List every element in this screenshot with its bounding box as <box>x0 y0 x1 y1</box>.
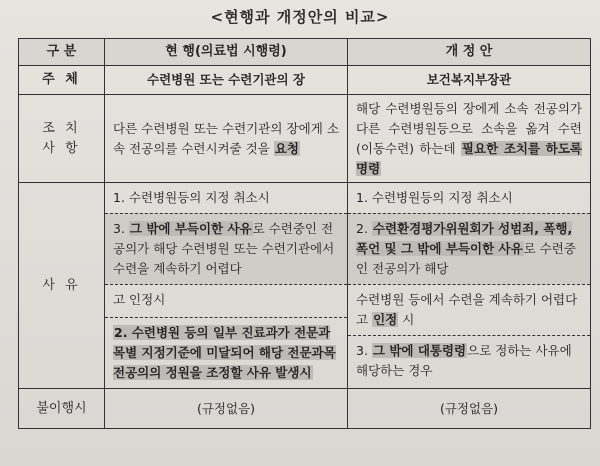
row-reason <box>19 183 591 389</box>
reason-proposed-item1: 1. 수련병원등의 지정 취소시 <box>356 190 513 205</box>
table-header-row <box>19 39 591 66</box>
measure-proposed-text: 해당 수련병원등의 장에게 소속 전공의가 다른 수련병원등으로 소속을 옮겨 수련(이동수련) 하는데 <box>356 100 582 156</box>
row-subject <box>19 66 591 95</box>
reason-current-item3-tail: 고 인정시 <box>105 284 347 317</box>
reason-current-item3-num: 3. <box>113 221 129 236</box>
reason-proposed-item2-tail-text: 수련병원 등에서 수련을 계속하기 어렵다고 <box>356 292 578 327</box>
reason-proposed-item2 <box>348 213 590 284</box>
page-title: <현행과 개정안의 비교> <box>210 8 390 26</box>
measure-current <box>105 95 348 183</box>
label-measure <box>19 95 105 183</box>
reason-current-item3-text: 로 수련중인 전공의가 해당 수련병원 또는 수련기관에서 수련을 계속하기 어렵다 <box>113 221 335 276</box>
penalty-current: (규정없음) <box>105 389 348 429</box>
reason-proposed-item3 <box>348 335 590 386</box>
label-measure-line2: 사 항 <box>42 140 81 156</box>
penalty-proposed: (규정없음) <box>348 389 591 429</box>
comparison-table <box>18 38 591 429</box>
reason-proposed-item3-text: 으로 정하는 사유에 해당하는 경우 <box>356 343 572 378</box>
header-current: 현 행(의료법 시행령) <box>105 39 348 66</box>
row-measure <box>19 95 591 183</box>
subject-current: 수련병원 또는 수련기관의 장 <box>105 66 348 95</box>
subject-proposed: 보건복지부장관 <box>348 66 591 95</box>
reason-proposed-item2-tail-end: 시 <box>398 312 415 327</box>
reason-proposed-item2-num: 2. <box>356 221 372 236</box>
reason-proposed <box>348 183 591 389</box>
reason-current <box>105 183 348 389</box>
measure-proposed <box>348 95 591 183</box>
reason-proposed-item3-emphasis: 그 밖에 대통령령 <box>372 343 467 358</box>
measure-proposed-emphasis: 필요한 조치를 하도록 명령 <box>356 140 582 176</box>
label-reason: 사 유 <box>19 183 105 389</box>
reason-proposed-item2-text: 로 수련중인 전공의가 해당 <box>356 241 576 276</box>
measure-current-text: 다른 수련병원 또는 수련기관의 장에게 소속 전공의를 수련시켜줄 것을 <box>113 120 339 156</box>
reason-proposed-item3-num: 3. <box>356 343 372 358</box>
reason-current-item3-emphasis: 그 밖에 부득이한 사유 <box>129 221 252 236</box>
label-subject: 주 체 <box>19 66 105 95</box>
reason-current-item2-emphasis: 2. 수련병원 등의 일부 진료과가 전문과목별 지정기준에 미달되어 해당 전문과목 전공의의 정원을 조정할 사유 발생시 <box>113 325 336 380</box>
label-penalty: 불이행시 <box>19 389 105 429</box>
reason-proposed-item2-tail-emphasis: 인정 <box>373 312 398 327</box>
header-category: 구 분 <box>19 39 105 66</box>
row-penalty <box>19 389 591 429</box>
label-measure-line1: 조 치 <box>42 120 81 136</box>
header-proposed: 개 정 안 <box>348 39 591 66</box>
reason-current-item2 <box>105 317 347 388</box>
reason-proposed-item2-emphasis: 수련환경평가위원회가 성범죄, 폭행, 폭언 및 그 밖에 부득이한 사유 <box>356 221 573 256</box>
reason-current-item1: 1. 수련병원등의 지정 취소시 <box>113 190 270 205</box>
measure-current-emphasis: 요청 <box>274 140 299 156</box>
reason-current-item3 <box>105 213 347 284</box>
reason-proposed-item2-tail <box>348 284 590 335</box>
